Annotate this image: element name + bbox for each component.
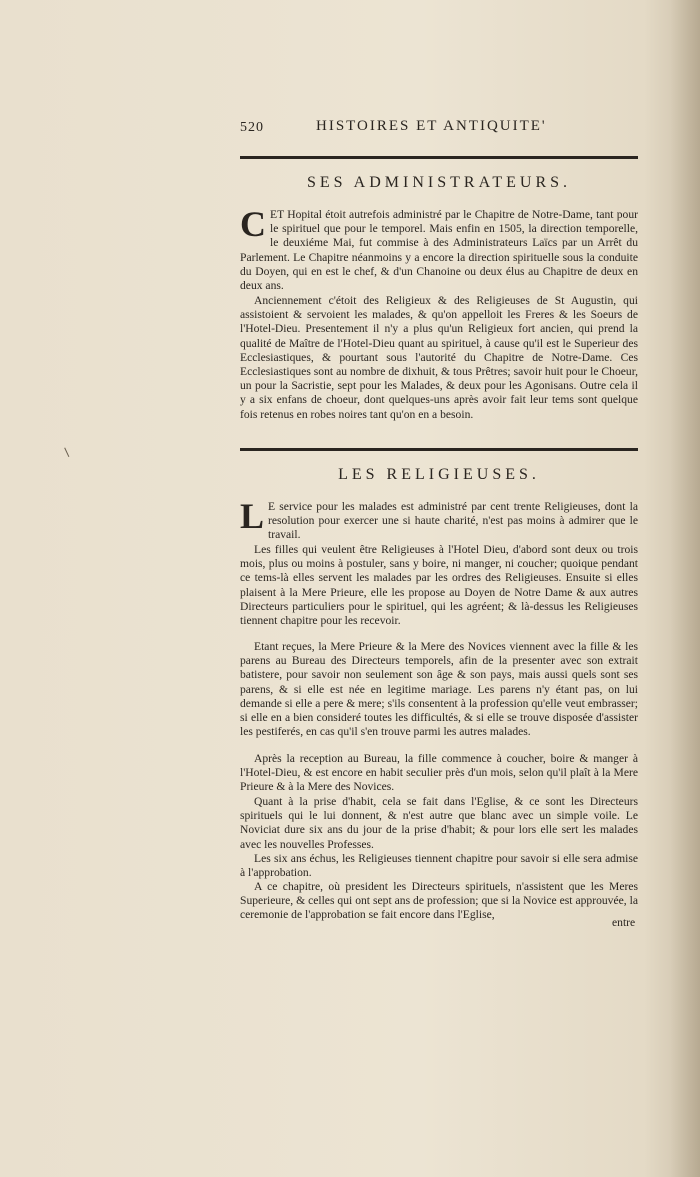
dropcap: L [240, 496, 265, 536]
paragraph: Quant à la prise d'habit, cela se fait dans l'Eglise, & ce sont les Directeurs spirituels qui le lui donnent, & n'est autre que blanc avec un simple voile. Le Noviciat dure six ans du jour de la prise d'habit; & pour lors elle sert les malades avec les nouvelles Professes. [240, 795, 638, 851]
section-title-religieuses: LES RELIGIEUSES. [338, 466, 540, 483]
running-head [240, 118, 638, 138]
paragraph: Anciennement c'étoit des Religieux & des Religieuses de St Augustin, qui assistoient & servoient les malades, & qu'on appelloit les Freres & les Soeurs de l'Hotel-Dieu. Presentement il n'y a plus qu'un Religieux fort ancien, qui prend la qualité de Maître de l'Hotel-Dieu quant au spirituel, à cause qu'il est le Superieur des Ecclesiastiques, & pourtant sous l'autorité du Chapitre de Notre-Dame. Ces Ecclesiastiques sont au nombre de dixhuit, & tous Prêtres; savoir huit pour le Choeur, un pour la Sacristie, sept pour les Malades, & deux pour les Agonisans. Outre cela il y a six enfans de choeur, dont quelques-uns après avoir fait leur tems sont quelque fois retenus en robes noires tant qu'on en a besoin. [240, 294, 638, 421]
catchword: entre [612, 916, 636, 929]
paragraph: Les six ans échus, les Religieuses tiennent chapitre pour savoir si elle sera admise à l'approbation. [240, 852, 638, 880]
section-title-administrateurs: SES ADMINISTRATEURS. [306, 174, 572, 191]
paragraph-text: E service pour les malades est administré par cent trente Religieuses, dont la resolution pour exercer une si haute charité, n'est pas moins à admirer que le travail. [268, 500, 638, 542]
page-number: 520 [240, 120, 264, 135]
spine-shadow [670, 0, 700, 1177]
paragraph: Les filles qui veulent être Religieuses à l'Hotel Dieu, d'abord sont deux ou trois mois, plus ou moins à postuler, sans y boire, ni manger, ni coucher; quoique pendant ce tems-là elles servent les malades par les ordres des Religieuses. Ensuite si elles plaisent à la Mere Prieure, elle les propose au Doyen de Notre Dame & aux autres Directeurs particuliers pour le spirituel, qui les agréent; & là-dessus les Religieuses tiennent chapitre pour les recevoir. [240, 543, 638, 628]
section-rule [240, 448, 638, 451]
paragraph [240, 204, 638, 293]
paragraph: Etant reçues, la Mere Prieure & la Mere des Novices viennent avec la fille & les parens au Bureau des Directeurs temporels, afin de la presenter avec son extrait batistere, pour savoir non seulement son âge & son pays, mais aussi quels sont ses parens, & si elle est née en legitime mariage. Les parens n'y étant pas, on lui demande si elle a pere & mere; s'ils consentent à la profession qu'elle veut embrasser; si elle en a bien consideré toutes les difficultés, & si elle se trouve disposée d'assister les pestiferés, en cas qu'il s'en trouve parmi les autres malades. [240, 640, 638, 739]
paragraph: A ce chapitre, où president les Directeurs spirituels, n'assistent que les Meres Superieure, & celles qui ont sept ans de profession; que si la Novice est approuvée, la ceremonie de l'approbation se fait encore dans l'Eglise, [240, 880, 638, 922]
running-title: HISTOIRES ET ANTIQUITE' [316, 118, 547, 134]
paragraph: Après la reception au Bureau, la fille commence à coucher, boire & manger à l'Hotel-Dieu, & est encore en habit seculier près d'un mois, selon qu'il plaît à la Mere Prieure & à la Mere des Novices. [240, 752, 638, 794]
paragraph-text: ET Hopital étoit autrefois administré par le Chapitre de Notre-Dame, tant pour le spirituel que pour le temporel. Mais enfin en 1505, la direction temporelle, le deuxiéme Mai, fut commise à des Administrateurs Laïcs par un Arrêt du Parlement. Le Chapitre néanmoins y a encore la direction spirituelle sous la conduite du Doyen, qui en est le chef, & d'un Chanoine ou deux élus au Chapitre de deux en deux ans. [240, 208, 638, 293]
paragraph [240, 496, 638, 543]
top-rule [240, 156, 638, 159]
stray-ink-mark [64, 445, 75, 457]
dropcap: C [240, 204, 266, 244]
